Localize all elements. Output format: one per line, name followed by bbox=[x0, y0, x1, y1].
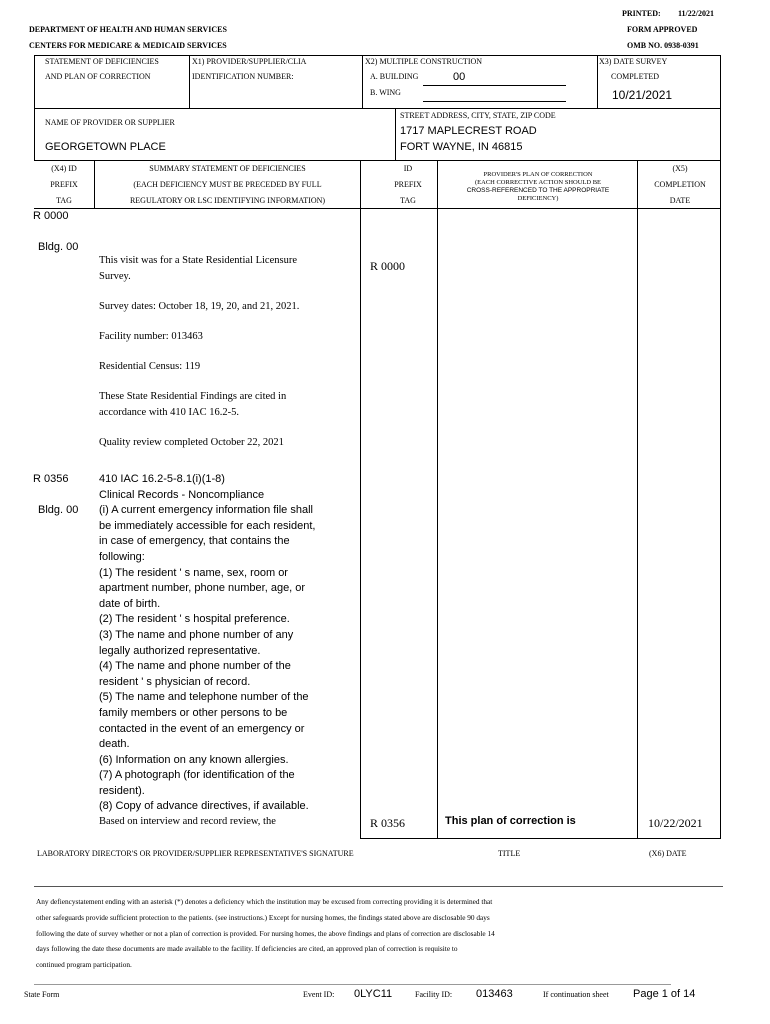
criteria-line: (8) Copy of advance directives, if available. bbox=[99, 800, 309, 813]
rule bbox=[34, 160, 721, 161]
rule bbox=[34, 886, 723, 887]
event-id-value: 0LYC11 bbox=[354, 988, 393, 1000]
facility-number: Facility number: 013463 bbox=[99, 331, 203, 342]
form-approved: FORM APPROVED bbox=[627, 25, 698, 34]
rule bbox=[637, 160, 638, 838]
rule bbox=[437, 160, 438, 838]
department-title: DEPARTMENT OF HEALTH AND HUMAN SERVICES bbox=[29, 25, 227, 34]
x4-prefix-label: PREFIX bbox=[50, 180, 78, 189]
provider-name-label: NAME OF PROVIDER OR SUPPLIER bbox=[45, 118, 175, 127]
event-id-label: Event ID: bbox=[303, 990, 335, 999]
id-number-label: IDENTIFICATION NUMBER: bbox=[192, 72, 294, 81]
criteria-line: (2) The resident ' s hospital preference. bbox=[99, 613, 290, 626]
disclaimer-line: days following the date these documents are made available to the facility. If deficiencies are cited, an approved plan of correction is requisite to bbox=[36, 944, 458, 954]
plan-note-2: CROSS-REFERENCED TO THE APPROPRIATE bbox=[466, 187, 610, 194]
x5-label: (X5) bbox=[672, 164, 688, 173]
criteria-line: (1) The resident ' s name, sex, room or bbox=[99, 566, 288, 579]
plan-of-correction-label: PROVIDER'S PLAN OF CORRECTION bbox=[483, 171, 593, 178]
criteria-line: (4) The name and phone number of the bbox=[99, 660, 291, 673]
state-form-label: State Form bbox=[24, 990, 60, 999]
criteria-line: (6) Information on any known allergies. bbox=[99, 753, 289, 766]
rule bbox=[34, 108, 721, 109]
criteria-line: in case of emergency, that contains the bbox=[99, 535, 290, 548]
building-value: 00 bbox=[453, 71, 466, 83]
building-underline bbox=[423, 85, 566, 86]
printed-date: 11/22/2021 bbox=[678, 9, 715, 18]
clinical-records-criteria bbox=[99, 472, 315, 815]
criteria-line: resident ' s physician of record. bbox=[99, 675, 251, 688]
building-label: A. BUILDING bbox=[370, 72, 419, 81]
continuation-label: If continuation sheet bbox=[543, 990, 609, 999]
disclaimer-text bbox=[36, 894, 495, 973]
rule bbox=[360, 160, 361, 838]
address-line-1: 1717 MAPLECREST ROAD bbox=[400, 125, 537, 137]
plan-label: AND PLAN OF CORRECTION bbox=[45, 72, 151, 81]
tag-r0356: R 0356 bbox=[33, 473, 69, 485]
x1-label: X1) PROVIDER/SUPPLIER/CLIA bbox=[192, 57, 307, 66]
plan-text: This plan of correction is bbox=[445, 815, 576, 827]
address-line-2: FORT WAYNE, IN 46815 bbox=[400, 141, 523, 153]
plan-note-3: DEFICIENCY) bbox=[517, 195, 559, 202]
statement-label: STATEMENT OF DEFICIENCIES bbox=[45, 57, 159, 66]
findings-line: These State Residential Findings are cited in bbox=[99, 391, 287, 402]
tag-r0000-right: R 0000 bbox=[370, 259, 406, 273]
x6-date-label: (X6) DATE bbox=[649, 849, 687, 858]
criteria-line: death. bbox=[99, 738, 130, 751]
survey-summary bbox=[99, 253, 344, 451]
disclaimer-line: following the date of survey whether or not a plan of correction is provided. For nursing homes, the above findings and plans of correction are disclosable 14 bbox=[36, 928, 495, 938]
rule bbox=[94, 160, 95, 208]
survey-line: This visit was for a State Residential Licensure bbox=[99, 255, 297, 266]
address-label: STREET ADDRESS, CITY, STATE, ZIP CODE bbox=[400, 111, 556, 120]
disclaimer-line: other safeguards provide sufficient protection to the patients. (see instructions.) Except for nursing homes, the findings stated above are disclosable 90 days bbox=[36, 912, 490, 922]
criteria-line: resident). bbox=[99, 784, 145, 797]
id-label: ID bbox=[403, 164, 413, 173]
rule bbox=[360, 838, 721, 839]
criteria-line: 410 IAC 16.2-5-8.1(i)(1-8) bbox=[99, 473, 225, 485]
criteria-line: contacted in the event of an emergency or bbox=[99, 722, 305, 735]
wing-underline bbox=[423, 101, 566, 102]
based-on-line: Based on interview and record review, the bbox=[99, 816, 276, 827]
criteria-line: Clinical Records - Noncompliance bbox=[99, 488, 265, 501]
findings-line: accordance with 410 IAC 16.2-5. bbox=[99, 407, 239, 418]
rule bbox=[34, 208, 721, 209]
facility-id-value: 013463 bbox=[476, 988, 513, 1000]
x3-label: X3) DATE SURVEY bbox=[599, 57, 668, 66]
rule bbox=[362, 55, 363, 108]
rule bbox=[597, 55, 598, 108]
completed-label: COMPLETED bbox=[611, 72, 659, 81]
director-signature-label: LABORATORY DIRECTOR'S OR PROVIDER/SUPPLIER REPRESENTATIVE'S SIGNATURE bbox=[37, 849, 354, 858]
criteria-line: (i) A current emergency information file shall bbox=[99, 504, 313, 517]
plan-note-1: (EACH CORRECTIVE ACTION SHOULD BE bbox=[474, 179, 602, 186]
residential-census: Residential Census: 119 bbox=[99, 361, 201, 372]
title-label: TITLE bbox=[498, 849, 521, 858]
rule bbox=[189, 55, 190, 108]
rule bbox=[34, 108, 35, 160]
rule bbox=[720, 55, 721, 108]
wing-label: B. WING bbox=[370, 88, 401, 97]
rule bbox=[34, 55, 721, 56]
rule bbox=[34, 55, 35, 108]
tag-r0356-right: R 0356 bbox=[370, 816, 406, 830]
quality-review: Quality review completed October 22, 2021 bbox=[99, 437, 284, 448]
date-completed: 10/21/2021 bbox=[612, 88, 673, 102]
criteria-line: following: bbox=[99, 550, 145, 563]
rule bbox=[720, 160, 721, 838]
x4-tag-label: TAG bbox=[56, 196, 72, 205]
centers-title: CENTERS FOR MEDICARE & MEDICAID SERVICES bbox=[29, 41, 227, 50]
rule bbox=[395, 108, 396, 160]
survey-dates: Survey dates: October 18, 19, 20, and 21, 2021. bbox=[99, 301, 300, 312]
completion-date: 10/22/2021 bbox=[648, 816, 703, 830]
criteria-line: date of birth. bbox=[99, 597, 161, 610]
date-label: DATE bbox=[669, 196, 691, 205]
page-number: Page 1 of 14 bbox=[633, 988, 696, 1000]
disclaimer-line: Any defiencystatement ending with an asterisk (*) denotes a deficiency which the institution may be excused from correcting providing it is determined that bbox=[36, 897, 493, 906]
criteria-line: (5) The name and telephone number of the bbox=[99, 691, 309, 704]
omb-number: OMB NO. 0938-0391 bbox=[627, 41, 699, 50]
rule bbox=[720, 108, 721, 160]
x2-label: X2) MULTIPLE CONSTRUCTION bbox=[365, 57, 483, 66]
id-tag-label: TAG bbox=[400, 196, 416, 205]
summary-label: SUMMARY STATEMENT OF DEFICIENCIES bbox=[149, 164, 306, 173]
bldg-00-second: Bldg. 00 bbox=[38, 504, 79, 516]
criteria-line: (3) The name and phone number of any bbox=[99, 628, 294, 641]
x4-id-label: (X4) ID bbox=[51, 164, 77, 173]
completion-label: COMPLETION bbox=[654, 180, 706, 189]
tag-r0000: R 0000 bbox=[33, 210, 69, 222]
criteria-line: legally authorized representative. bbox=[99, 644, 261, 657]
summary-note: (EACH DEFICIENCY MUST BE PRECEDED BY FULL bbox=[133, 180, 322, 189]
id-prefix-label: PREFIX bbox=[394, 180, 422, 189]
summary-note-2: REGULATORY OR LSC IDENTIFYING INFORMATION) bbox=[129, 196, 326, 205]
provider-name: GEORGETOWN PLACE bbox=[45, 141, 166, 153]
rule bbox=[34, 984, 671, 985]
bldg-00: Bldg. 00 bbox=[38, 241, 79, 253]
printed-label: PRINTED: bbox=[622, 9, 661, 18]
survey-line: Survey. bbox=[99, 271, 131, 282]
disclaimer-line: continued program participation. bbox=[36, 960, 132, 970]
facility-id-label: Facility ID: bbox=[415, 990, 453, 999]
criteria-line: (7) A photograph (for identification of the bbox=[99, 769, 295, 782]
criteria-line: family members or other persons to be bbox=[99, 706, 288, 719]
criteria-line: apartment number, phone number, age, or bbox=[99, 582, 306, 595]
criteria-line: be immediately accessible for each resident, bbox=[99, 519, 316, 532]
